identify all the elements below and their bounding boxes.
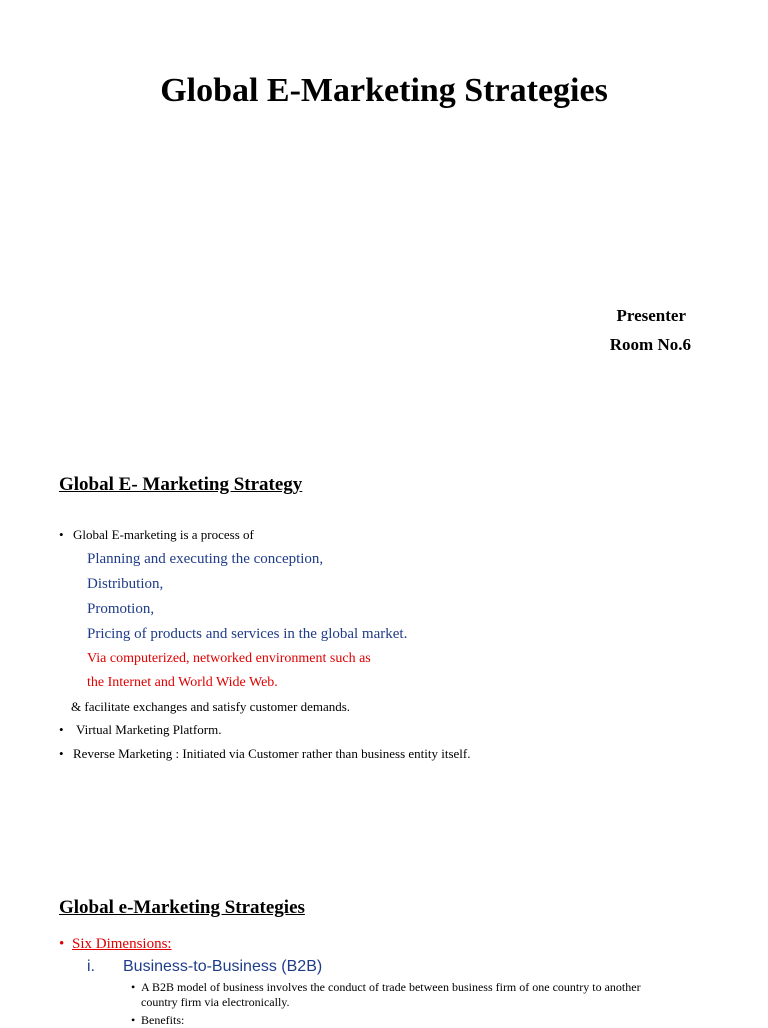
dimension-title: Business-to-Business (B2B) <box>123 958 323 975</box>
sub-item: Pricing of products and services in the global market. <box>87 626 408 642</box>
highlight-line: the Internet and World Wide Web. <box>87 675 278 690</box>
sub-item: Distribution, <box>87 576 164 592</box>
sub-item: Promotion, <box>87 601 155 617</box>
slide-title: Global E-Marketing Strategies <box>160 72 608 109</box>
bullet-icon: • <box>59 936 65 952</box>
room-label: Room No.6 <box>609 335 691 354</box>
bullet-text: Global E-marketing is a process of <box>73 527 254 542</box>
bullet-icon: • <box>131 1013 136 1027</box>
section-heading-strategy: Global E- Marketing Strategy <box>59 474 303 495</box>
continuation-text: & facilitate exchanges and satisfy customer demands. <box>71 699 351 714</box>
highlight-line: Via computerized, networked environment such as <box>87 651 371 666</box>
bullet-icon: • <box>59 722 64 737</box>
bullet-icon: • <box>59 746 64 761</box>
section-heading-strategies: Global e-Marketing Strategies <box>59 897 305 918</box>
bullet-icon: • <box>131 980 136 994</box>
roman-numeral: i. <box>87 958 95 975</box>
bullet-item <box>59 527 254 543</box>
bullet-text: Reverse Marketing : Initiated via Customer rather than business entity itself. <box>73 746 471 761</box>
presenter-label: Presenter <box>616 306 686 325</box>
description-line <box>131 980 641 995</box>
bullet-item <box>59 746 470 762</box>
bullet-text: Virtual Marketing Platform. <box>76 722 222 737</box>
benefits-bullet <box>131 1013 184 1028</box>
benefits-label: Benefits: <box>141 1013 185 1027</box>
dimensions-bullet <box>59 936 172 953</box>
sub-item: Planning and executing the conception, <box>87 551 324 567</box>
bullet-item <box>59 722 221 738</box>
description-text: A B2B model of business involves the conduct of trade between business firm of one country to another <box>141 980 641 994</box>
bullet-icon: • <box>59 527 64 542</box>
description-line-cont: country firm via electronically. <box>141 995 290 1009</box>
dimensions-label: Six Dimensions: <box>72 936 172 952</box>
